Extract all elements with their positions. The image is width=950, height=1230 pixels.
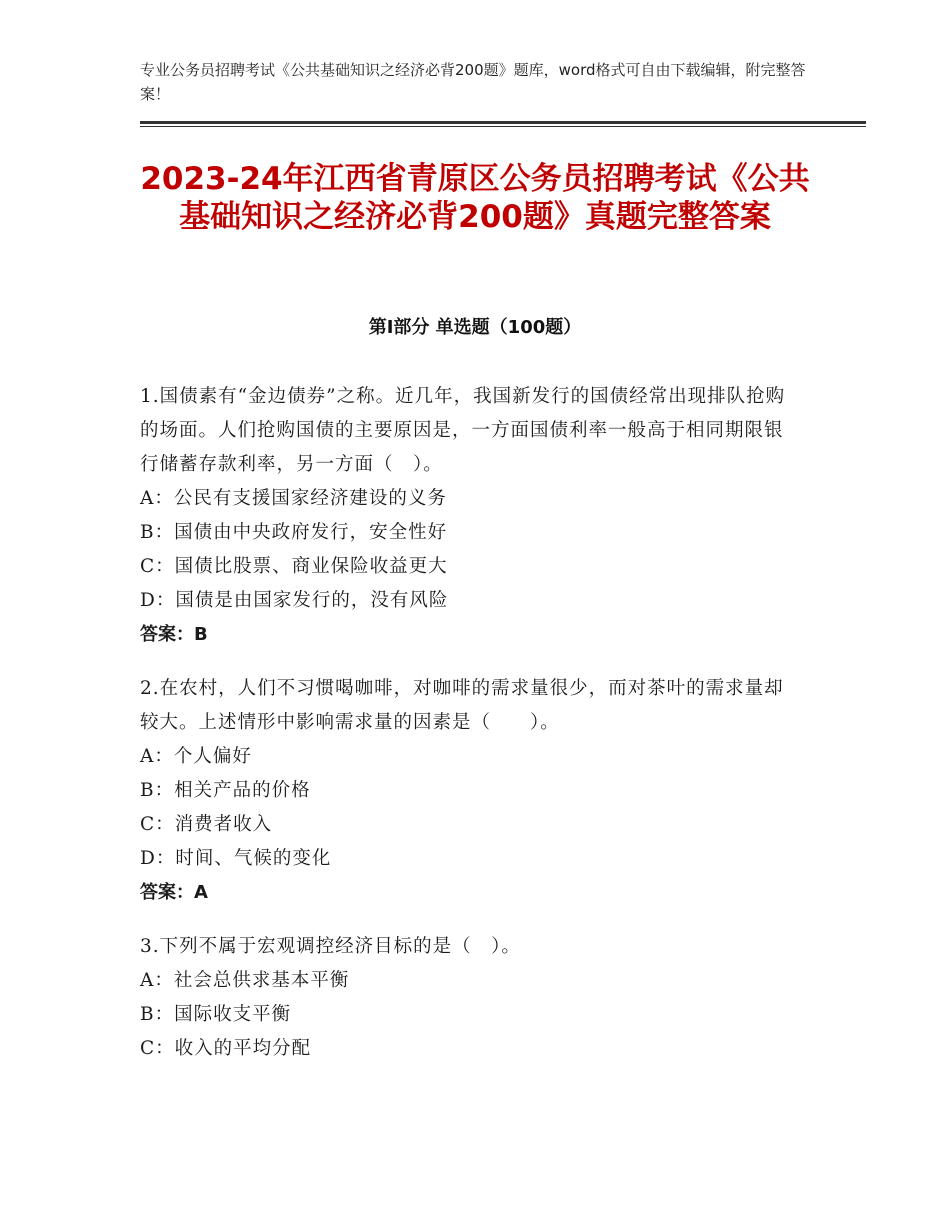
option-c: C：国债比股票、商业保险收益更大 <box>140 556 448 577</box>
header-rule-thin <box>140 126 866 127</box>
document-title: 2023-24年江西省青原区公务员招聘考试《公共基础知识之经济必背200题》真题完整答案 <box>140 161 810 235</box>
option-a: A：公民有支援国家经济建设的义务 <box>140 488 447 509</box>
option-b: B：国债由中央政府发行，安全性好 <box>140 522 448 543</box>
header-note: 专业公务员招聘考试《公共基础知识之经济必背200题》题库，word格式可自由下载编辑，附完整答案！ <box>140 61 806 103</box>
question-stem: 1.国债素有“金边债券”之称。近几年，我国新发行的国债经常出现排队抢购的场面。人们抢购国债的主要原因是，一方面国债利率一般高于相同期限银行储蓄存款利率，另一方面（ ）。 <box>140 386 786 475</box>
question-stem: 2.在农村，人们不习惯喝咖啡，对咖啡的需求量很少，而对茶叶的需求量却较大。上述情形中影响需求量的因素是（ ）。 <box>140 678 784 733</box>
answer: 答案：B <box>140 624 208 645</box>
option-a: A：社会总供求基本平衡 <box>140 970 350 991</box>
question-1 <box>140 380 800 652</box>
option-d: D：国债是由国家发行的，没有风险 <box>140 590 449 611</box>
question-stem: 3.下列不属于宏观调控经济目标的是（ ）。 <box>140 936 521 957</box>
option-d: D：时间、气候的变化 <box>140 848 332 869</box>
option-a: A：个人偏好 <box>140 746 252 767</box>
question-3 <box>140 930 800 1066</box>
question-2 <box>140 672 800 910</box>
option-c: C：消费者收入 <box>140 814 273 835</box>
answer: 答案：A <box>140 882 208 903</box>
option-b: B：相关产品的价格 <box>140 780 311 801</box>
question-list <box>140 380 800 1086</box>
option-b: B：国际收支平衡 <box>140 1004 292 1025</box>
header-rule-thick <box>140 121 866 124</box>
section-heading: 第I部分 单选题（100题） <box>368 317 582 338</box>
option-c: C：收入的平均分配 <box>140 1038 312 1059</box>
